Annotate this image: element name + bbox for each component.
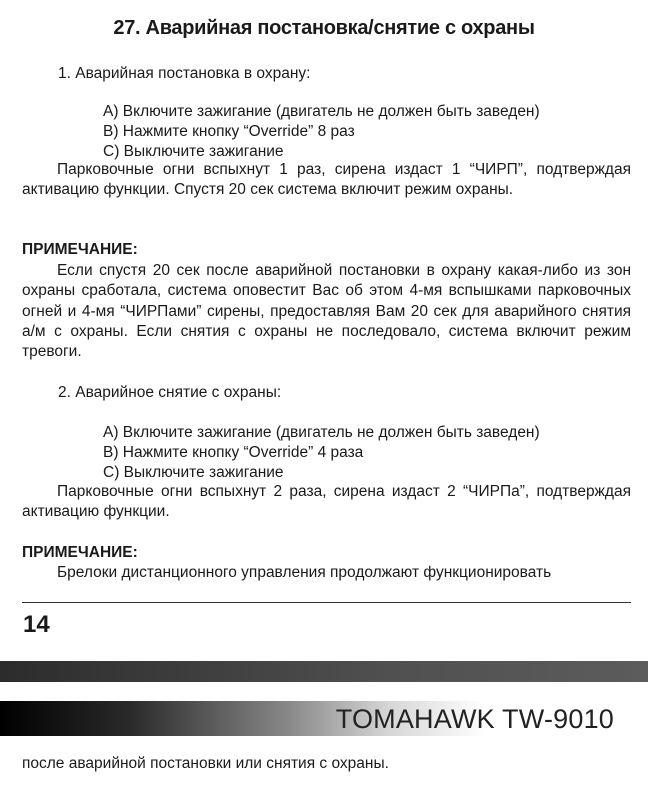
section2-step-a: А) Включите зажигание (двигатель не должен быть заведен): [103, 424, 540, 441]
note1-body: [22, 261, 631, 362]
note1-body-text: Если спустя 20 сек после аварийной постановки в охрану какая-либо из зон охраны сработала, система оповестит Вас об этом 4-мя вспышками парковочных огней и 4-мя “ЧИРПами” сирены, предоставляя Вам 20 сек для аварийного снятия а/м с охраны. Если снятия с охраны не последовало, система включит режим тревоги.: [22, 262, 631, 361]
section2-step-b: В) Нажмите кнопку “Override” 4 раза: [103, 444, 364, 461]
note2-heading: ПРИМЕЧАНИЕ:: [22, 544, 138, 561]
footer-divider: [22, 602, 631, 603]
section-title: 27. Аварийная постановка/снятие с охраны: [113, 17, 535, 39]
note2-body: [22, 563, 631, 583]
note1-heading: ПРИМЕЧАНИЕ:: [22, 241, 138, 258]
section1-step-c: С) Выключите зажигание: [103, 143, 284, 160]
section1-step-a: А) Включите зажигание (двигатель не должен быть заведен): [103, 103, 540, 120]
footer-dark-band: [0, 661, 648, 682]
section1-body-text: Парковочные огни вспыхнут 1 раз, сирена издаст 1 “ЧИРП”, подтверждая активацию функции. Спустя 20 сек система включит режим охраны.: [22, 161, 631, 199]
section2-step-c: С) Выключите зажигание: [103, 464, 284, 481]
note2-body-text: Брелоки дистанционного управления продолжают функционировать: [57, 564, 552, 581]
section1-heading: 1. Аварийная постановка в охрану:: [58, 65, 311, 82]
brand-band: [0, 701, 648, 736]
section2-heading: 2. Аварийное снятие с охраны:: [58, 384, 282, 401]
section2-body-text: Парковочные огни вспыхнут 2 раза, сирена издаст 2 “ЧИРПа”, подтверждая активацию функции.: [22, 483, 631, 521]
section1-body: [22, 160, 631, 201]
section2-body: [22, 482, 631, 523]
continuation-text: после аварийной постановки или снятия с охраны.: [22, 755, 389, 772]
brand-title: TOMAHAWK TW-9010: [335, 704, 614, 734]
section1-step-b: В) Нажмите кнопку “Override” 8 раз: [103, 123, 355, 140]
page-number: 14: [23, 611, 50, 638]
